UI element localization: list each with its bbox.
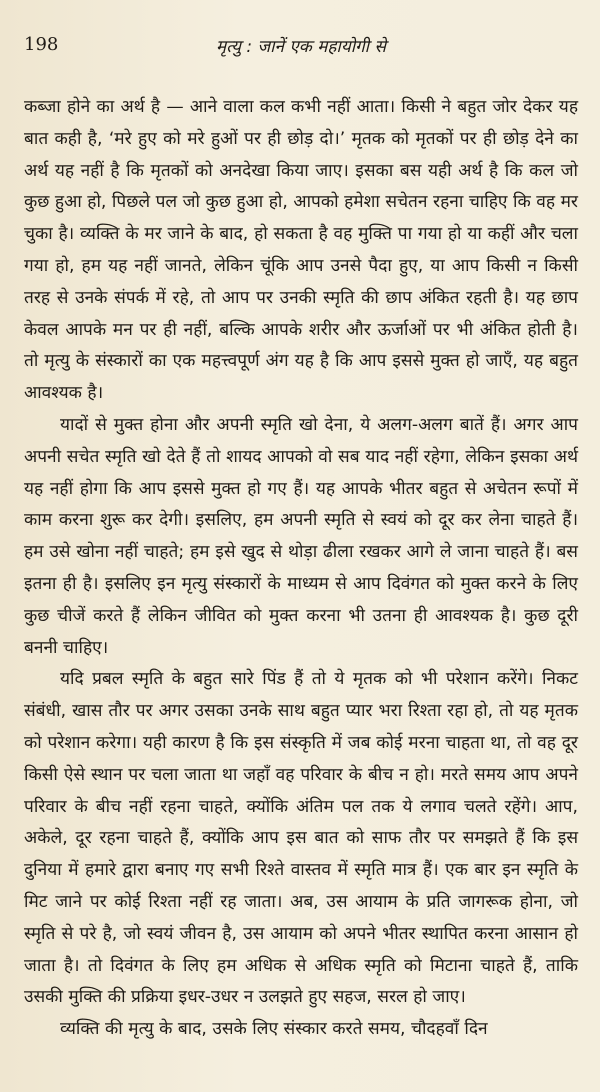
- paragraph: व्यक्ति की मृत्यु के बाद, उसके लिए संस्कार करते समय, चौदहवाँ दिन: [60, 1019, 488, 1040]
- paragraph: कब्जा होने का अर्थ है — आने वाला कल कभी नहीं आता। किसी ने बहुत जोर देकर यह बात कही है, ‘मरे हुए को मरे हुओं पर ही छोड़ दो।’ मृतक को मृतकों पर ही छोड़ देने का अर्थ यह नहीं है कि मृतकों को अनदेखा किया जाए। इसका बस यही अर्थ है कि कल जो कुछ हुआ हो, पिछले पल जो कुछ हुआ हो, आपको हमेशा सचेतन रहना चाहिए कि वह मर चुका है। व्यक्ति के मर जाने के बाद, हो सकता है वह मुक्ति पा गया हो या कहीं और चला गया हो, हम यह नहीं जानते, लेकिन चूंकि आप उनसे पैदा हुए, या आप किसी न किसी तरह से उनके संपर्क में रहे, तो आप पर उनकी स्मृति की छाप अंकित रहती है। यह छाप केवल आपके मन पर ही नहीं, बल्कि आपके शरीर और ऊर्जाओं पर भी अंकित होती है। तो मृत्यु के संस्कारों का एक महत्त्वपूर्ण अंग यह है कि आप इससे मुक्त हो जाएँ, यह बहुत आवश्यक है।: [24, 97, 578, 404]
- body-text: [24, 92, 578, 1046]
- page-number: 198: [24, 34, 59, 55]
- running-title: मृत्यु : जानें एक महायोगी से: [216, 37, 386, 57]
- paragraph: यादों से मुक्त होना और अपनी स्मृति खो देना, ये अलग-अलग बातें हैं। अगर आप अपनी सचेत स्मृति खो देते हैं तो शायद आपको वो सब याद नहीं रहेगा, लेकिन इसका अर्थ यह नहीं होगा कि आप इससे मुक्त हो गए हैं। यह आपके भीतर बहुत से अचेतन रूपों में काम करना शुरू कर देगी। इसलिए, हम अपनी स्मृति से स्वयं को दूर कर लेना चाहते हैं। हम उसे खोना नहीं चाहते; हम इसे खुद से थोड़ा ढीला रखकर आगे ले जाना चाहते हैं। बस इतना ही है। इसलिए इन मृत्यु संस्कारों के माध्यम से आप दिवंगत को मुक्त करने के लिए कुछ चीजें करते हैं लेकिन जीवित को मुक्त करना भी उतना ही आवश्यक है। कुछ दूरी बननी चाहिए।: [24, 414, 578, 658]
- page-header: [24, 34, 578, 70]
- paragraph: यदि प्रबल स्मृति के बहुत सारे पिंड हैं तो ये मृतक को भी परेशान करेंगे। निकट संबंधी, खास तौर पर अगर उसका उनके साथ बहुत प्यार भरा रिश्ता रहा हो, तो यह मृतक को परेशान करेगा। यही कारण है कि इस संस्कृति में जब कोई मरना चाहता था, तो वह दूर किसी ऐसे स्थान पर चला जाता था जहाँ वह परिवार के बीच न हो। मरते समय आप अपने परिवार के बीच नहीं रहना चाहते, क्योंकि अंतिम पल तक ये लगाव चलते रहेंगे। आप, अकेले, दूर रहना चाहते हैं, क्योंकि आप इस बात को साफ तौर पर समझते हैं कि इस दुनिया में हमारे द्वारा बनाए गए सभी रिश्ते वास्तव में स्मृति मात्र हैं। एक बार इन स्मृति के मिट जाने पर कोई रिश्ता नहीं रह जाता। अब, उस आयाम के प्रति जागरूक होना, जो स्मृति से परे है, जो स्वयं जीवन है, उस आयाम को अपने भीतर स्थापित करना आसान हो जाता है। तो दिवंगत के लिए हम अधिक से अधिक स्मृति को मिटाना चाहते हैं, ताकि उसकी मुक्ति की प्रक्रिया इधर-उधर न उलझते हुए सहज, सरल हो जाए।: [24, 669, 578, 1008]
